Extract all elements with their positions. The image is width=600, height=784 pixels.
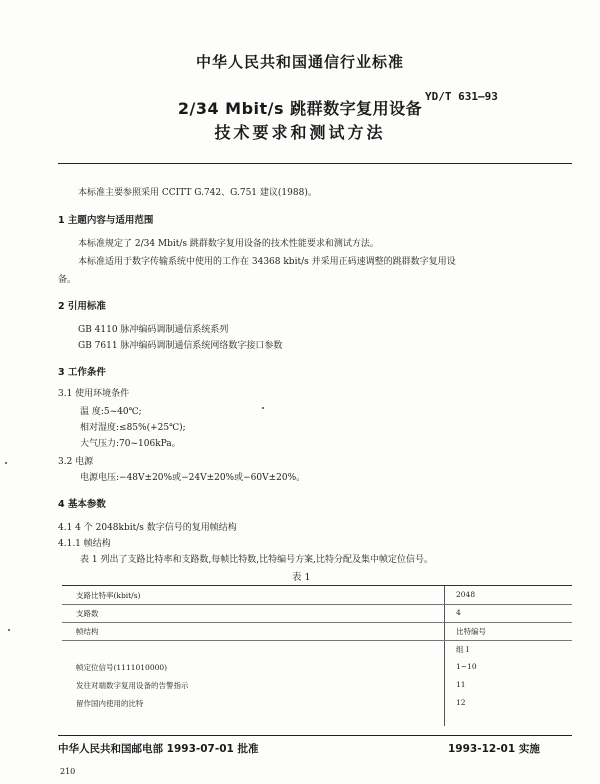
document-title-line1: 2/34 Mbit/s 跳群数字复用设备 bbox=[177, 99, 423, 118]
standard-name: 中华人民共和国通信行业标准 bbox=[195, 53, 404, 71]
table-cell-label: 支路比特率(kbit/s) bbox=[76, 591, 141, 600]
temperature-condition: 温 度:5~40℃; bbox=[80, 407, 142, 417]
table-cell-value: 12 bbox=[456, 698, 466, 707]
reference-gb4110: GB 4110 脉冲编码调制通信系统系列 bbox=[78, 325, 229, 335]
table-cell-label: 帧定位信号(1111010000) bbox=[76, 663, 168, 672]
section-4-1-1-title: 4.1.1 帧结构 bbox=[58, 539, 111, 549]
table-cell-value: 1~10 bbox=[456, 662, 477, 671]
section-1-para-2b: 备。 bbox=[58, 275, 77, 285]
table-row bbox=[62, 694, 572, 712]
section-3-title: 3 工作条件 bbox=[58, 367, 106, 378]
table-cell-value: 2048 bbox=[456, 590, 476, 599]
table-cell-label: 留作国内使用的比特 bbox=[76, 699, 144, 708]
section-2-title: 2 引用标准 bbox=[58, 301, 106, 312]
section-1-title: 1 主题内容与适用范围 bbox=[58, 215, 154, 226]
effective-date: 1993-12-01 实施 bbox=[448, 743, 540, 755]
table-row bbox=[62, 604, 572, 623]
frame-structure-table bbox=[62, 585, 572, 726]
table-cell-label: 支路数 bbox=[76, 609, 99, 618]
table-cell-value: 11 bbox=[456, 680, 466, 689]
section-1-para-2a: 本标准适用于数字传输系统中使用的工作在 34368 kbit/s 并采用正码速调整的跳群数字复用设 bbox=[78, 257, 456, 267]
section-4-1-1-para: 表 1 列出了支路比特率和支路数,每帧比特数,比特编号方案,比特分配及集中帧定位信号。 bbox=[80, 555, 434, 565]
table-row bbox=[62, 586, 572, 605]
scan-speck bbox=[262, 407, 264, 409]
reference-gb7611: GB 7611 脉冲编码调制通信系统网络数字接口参数 bbox=[78, 341, 283, 351]
table-row bbox=[62, 658, 572, 676]
page-number: 210 bbox=[60, 767, 76, 776]
intro-text: 本标准主要参照采用 CCITT G.742、G.751 建议(1988)。 bbox=[78, 188, 317, 198]
section-1-para-1: 本标准规定了 2/34 Mbit/s 跳群数字复用设备的技术性能要求和测试方法。 bbox=[78, 239, 379, 249]
table-cell-label: 发往对端数字复用设备的告警指示 bbox=[76, 681, 189, 690]
header-divider bbox=[58, 163, 572, 164]
approval-info: 中华人民共和国邮电部 1993-07-01 批准 bbox=[58, 743, 259, 755]
section-4-1-title: 4.1 4 个 2048kbit/s 数字信号的复用帧结构 bbox=[58, 523, 237, 533]
section-3-2-title: 3.2 电源 bbox=[58, 457, 94, 467]
scan-speck bbox=[8, 629, 10, 631]
table-row bbox=[62, 622, 572, 641]
footer-divider bbox=[58, 735, 572, 736]
table-cell-value: 比特编号 bbox=[456, 627, 486, 636]
scan-speck bbox=[5, 462, 7, 464]
humidity-condition: 相对湿度:≤85%(+25℃); bbox=[80, 423, 186, 433]
power-voltage: 电源电压:−48V±20%或−24V±20%或−60V±20%。 bbox=[80, 473, 306, 483]
document-title-line2: 技术要求和测试方法 bbox=[214, 123, 386, 142]
table-row bbox=[62, 676, 572, 694]
table-cell-value: 组 I bbox=[456, 645, 469, 654]
standard-code: YD/T 631—93 bbox=[425, 90, 498, 103]
table-row bbox=[62, 640, 572, 658]
table-caption: 表 1 bbox=[292, 572, 311, 583]
table-cell-label: 帧结构 bbox=[76, 627, 99, 636]
section-4-title: 4 基本参数 bbox=[58, 499, 106, 510]
table-cell-value: 4 bbox=[456, 608, 461, 617]
pressure-condition: 大气压力:70~106kPa。 bbox=[80, 439, 181, 449]
section-3-1-title: 3.1 使用环境条件 bbox=[58, 389, 130, 399]
